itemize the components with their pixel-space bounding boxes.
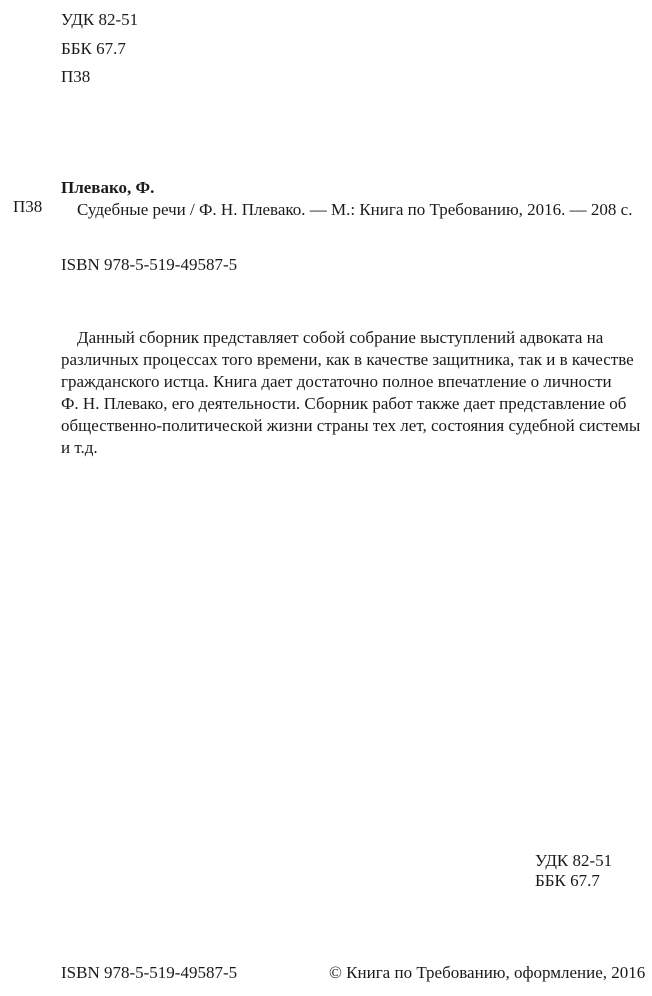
bbk-code: ББК 67.7	[61, 39, 126, 58]
annotation-line: Данный сборник представляет собой собрание выступлений адвоката на	[77, 328, 604, 347]
annotation-line: гражданского истца. Книга дает достаточно полное впечатление о личности	[61, 372, 612, 391]
author-mark: П38	[61, 67, 91, 86]
annotation-line: общественно-политической жизни страны тех лет, состояния судебной системы	[61, 416, 641, 435]
isbn: ISBN 978-5-519-49587-5	[61, 255, 238, 274]
annotation-line: различных процессах того времени, как в качестве защитника, так и в качестве	[61, 350, 634, 369]
bbk-code-bottom: ББК 67.7	[535, 871, 600, 890]
footer-copyright: © Книга по Требованию, оформление, 2016	[329, 963, 646, 982]
udk-code-bottom: УДК 82-51	[535, 851, 613, 870]
footer-isbn: ISBN 978-5-519-49587-5	[61, 963, 238, 982]
annotation	[61, 327, 641, 459]
annotation-line: Ф. Н. Плевако, его деятельности. Сборник работ также дает представление об	[61, 394, 627, 413]
udk-code: УДК 82-51	[61, 10, 139, 29]
margin-author-mark: П38	[13, 197, 43, 216]
bibliographic-description: Судебные речи / Ф. Н. Плевако. — М.: Книга по Требованию, 2016. — 208 с.	[77, 200, 633, 219]
annotation-line: и т.д.	[61, 438, 98, 457]
author-name: Плевако, Ф.	[61, 178, 155, 197]
